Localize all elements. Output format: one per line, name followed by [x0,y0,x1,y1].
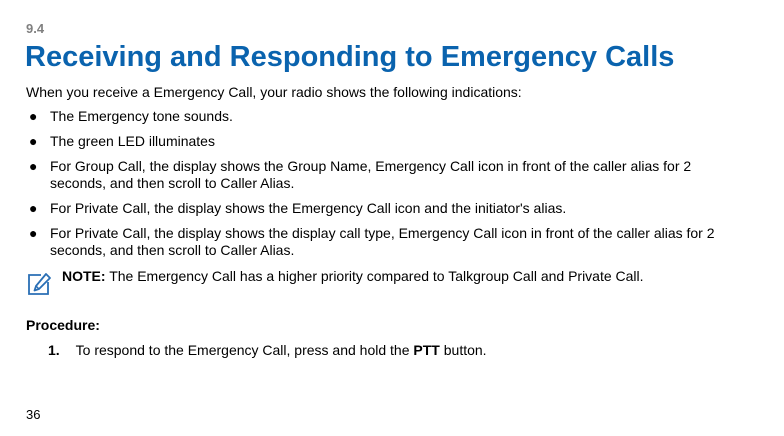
list-item-text: For Private Call, the display shows the Emergency Call icon and the initiator's alias. [50,200,567,216]
intro-paragraph: When you receive a Emergency Call, your radio shows the following indications: [26,84,522,100]
step-text-after: button. [443,342,487,358]
list-item [0,200,750,217]
bullet-icon: ● [29,133,38,149]
step-number: 1. [48,342,60,358]
list-item [0,108,750,125]
list-item [0,158,750,192]
page-title: Receiving and Responding to Emergency Calls [25,41,675,73]
procedure-step [48,342,748,359]
bullet-icon: ● [29,108,38,124]
bullet-icon: ● [29,158,38,174]
procedure-heading: Procedure: [26,317,100,333]
bullet-icon: ● [29,225,38,241]
page-number: 36 [26,407,41,422]
indications-list [0,108,784,267]
note-label: NOTE: [62,268,106,284]
step-text-before: To respond to the Emergency Call, press and hold the [75,342,410,358]
section-number: 9.4 [26,21,45,36]
note-pencil-icon [26,271,52,297]
note-body: The Emergency Call has a higher priority compared to Talkgroup Call and Private Call. [109,268,644,284]
list-item [0,133,750,150]
list-item-text: The green LED illuminates [50,133,215,149]
note-block [26,268,766,302]
list-item-text: For Private Call, the display shows the display call type, Emergency Call icon in front of the caller alias for 2 seconds, and then scroll to Caller Alias. [50,225,715,258]
step-bold-term: PTT [413,342,440,358]
note-text [62,268,762,285]
list-item-text: For Group Call, the display shows the Group Name, Emergency Call icon in front of the caller alias for 2 seconds, and then scroll to Caller Alias. [50,158,692,191]
list-item-text: The Emergency tone sounds. [50,108,233,124]
list-item [0,225,750,259]
bullet-icon: ● [29,200,38,216]
